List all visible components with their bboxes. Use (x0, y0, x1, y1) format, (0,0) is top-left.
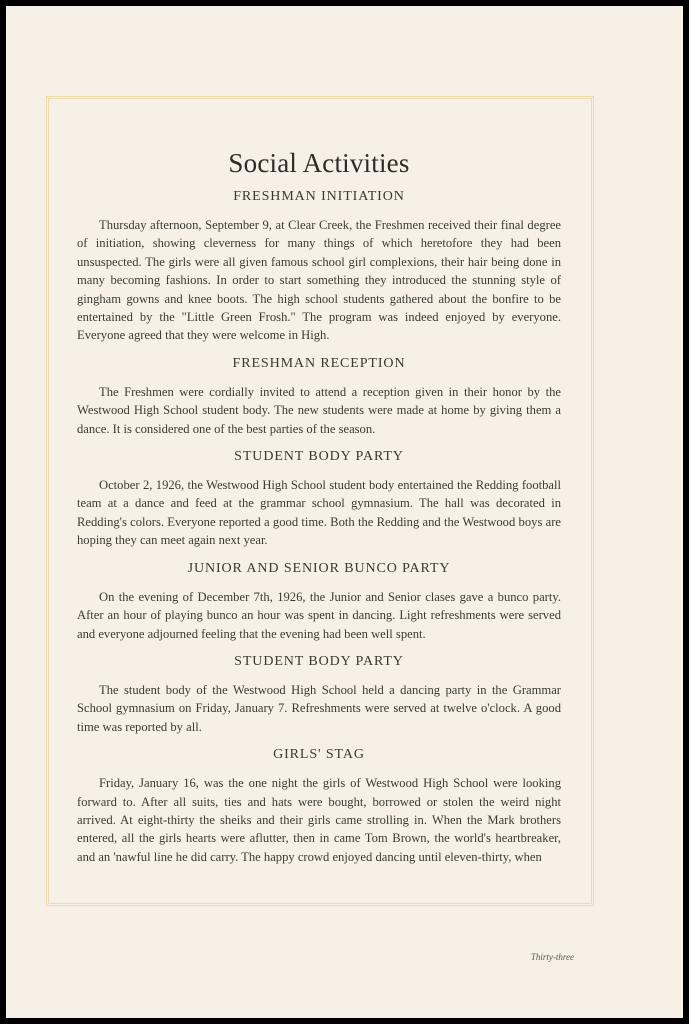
page-title: Social Activities (228, 148, 410, 178)
section-heading-freshman-reception: FRESHMAN RECEPTION (232, 355, 406, 371)
section-body-student-body-party-1: October 2, 1926, the Westwood High School student body entertained the Redding football team at a dance and feed at the grammar school gymnasium. The hall was decorated in Redding's colors. Everyone reported a good time. Both the Redding and the Westwood boys are hoping they can meet again next year. (77, 478, 561, 548)
section-body-student-body-party-2: The student body of the Westwood High School held a dancing party in the Grammar School gymnasium on Friday, January 7. Refreshments were served at twelve o'clock. A good time was reported by all. (77, 682, 561, 734)
page-number: Thirty-three (530, 952, 574, 962)
section-heading-girls-stag: GIRLS' STAG (273, 747, 365, 763)
section-heading-bunco-party: JUNIOR AND SENIOR BUNCO PARTY (187, 560, 451, 576)
section-heading-freshman-initiation: FRESHMAN INITIATION (233, 189, 405, 204)
section-body-bunco-party: On the evening of December 7th, 1926, the Junior and Senior clases gave a bunco party. After an hour of playing bunco an hour was spent in dancing. Light refreshments were served and everyone adjourned feeling that the evening had been well spent. (77, 589, 561, 641)
page-content (77, 146, 561, 876)
section-body-freshman-reception: The Freshmen were cordially invited to attend a reception given in their honor by the Westwood High School student body. The new students were made at home by giving them a dance. It is considered one of the best parties of the season. (77, 384, 561, 436)
section-heading-student-body-party-1: STUDENT BODY PARTY (234, 449, 404, 465)
section-body-freshman-initiation: Thursday afternoon, September 9, at Clear Creek, the Freshmen received their final degree of initiation, showing cleverness for many things of which heretofore they had been unsuspected. The girls were all given famous school girl complexions, their hair being done in many becoming fashions. In order to start something they introduced the stunning style of gingham gowns and knee boots. The high school students gathered about the bonfire to be entertained by the "Little Green Frosh." The program was indeed enjoyed by everyone. Everyone agreed that they were welcome in High. (77, 218, 561, 343)
page-sheet (6, 6, 683, 1018)
section-body-girls-stag: Friday, January 16, was the one night the girls of Westwood High School were looking forward to. After all suits, ties and hats were bought, borrowed or stolen the weird night arrived. At eight-thirty the sheiks and their girls came strolling in. When the Mark brothers entered, all the girls hearts were aflutter, then in came Tom Brown, the world's heartbreaker, and an 'nawful line he did carry. The happy crowd enjoyed dancing until eleven-thirty, when (77, 776, 561, 864)
section-heading-student-body-party-2: STUDENT BODY PARTY (234, 653, 404, 669)
